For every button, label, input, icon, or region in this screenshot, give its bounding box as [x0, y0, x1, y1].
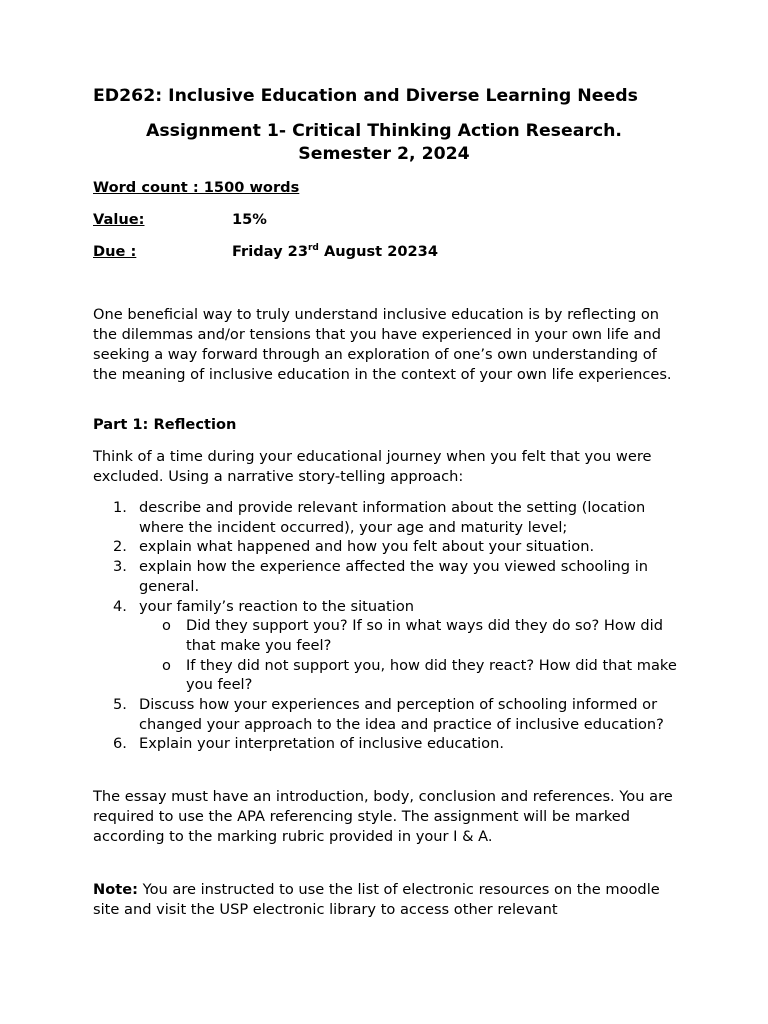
- assignment-title-line2: Semester 2, 2024: [298, 144, 470, 164]
- word-count: Word count : 1500 words: [93, 179, 300, 196]
- intro-paragraph: One beneficial way to truly understand inclusive education is by reflecting on the dilemmas and/or tensions that you have experienced in your own life and seeking a way forward through an exploration of one’s own understanding of the meaning of inclusive education in the context of your own life experiences.: [93, 306, 672, 383]
- note-label: Note:: [93, 881, 138, 898]
- list-item: 6. Explain your interpretation of inclusive education.: [113, 735, 505, 753]
- due-date: Friday 23rd August 20234: [232, 243, 438, 260]
- list-item: 1. describe and provide relevant information about the setting (location where the incident occurred), your age and maturity level;: [113, 499, 646, 536]
- part1-intro: Think of a time during your educational journey when you felt that you were excluded. Using a narrative story-telling approach:: [93, 448, 652, 485]
- part1-heading: Part 1: Reflection: [93, 416, 237, 433]
- sub-list-item: o Did they support you? If so in what ways did they do so? How did that make you feel?: [162, 617, 663, 654]
- note-paragraph: [93, 880, 673, 920]
- list-item: 5. Discuss how your experiences and perception of schooling informed or changed your approach to the idea and practice of inclusive education?: [113, 696, 664, 733]
- list-item: 3. explain how the experience affected the way you viewed schooling in general.: [113, 558, 649, 595]
- numbered-list: [93, 498, 683, 754]
- course-title: ED262: Inclusive Education and Diverse Learning Needs: [93, 86, 638, 106]
- assignment-title-line1: Assignment 1- Critical Thinking Action Research.: [146, 121, 622, 141]
- value-row: [93, 211, 275, 228]
- value-amount: 15%: [232, 211, 267, 228]
- due-label: Due :: [93, 243, 137, 260]
- note-text: You are instructed to use the list of electronic resources on the moodle site and visit the USP electronic library to access other relevant: [93, 881, 660, 918]
- list-item: 2. explain what happened and how you felt about your situation.: [113, 538, 595, 556]
- essay-paragraph: The essay must have an introduction, body, conclusion and references. You are required to use the APA referencing style. The assignment will be marked according to the marking rubric provided in your I & A.: [93, 788, 673, 845]
- list-item: 4. your family’s reaction to the situation: [113, 597, 415, 615]
- due-row: [93, 243, 451, 260]
- sub-list-item: o If they did not support you, how did they react? How did that make you feel?: [162, 656, 677, 694]
- value-label: Value:: [93, 211, 145, 228]
